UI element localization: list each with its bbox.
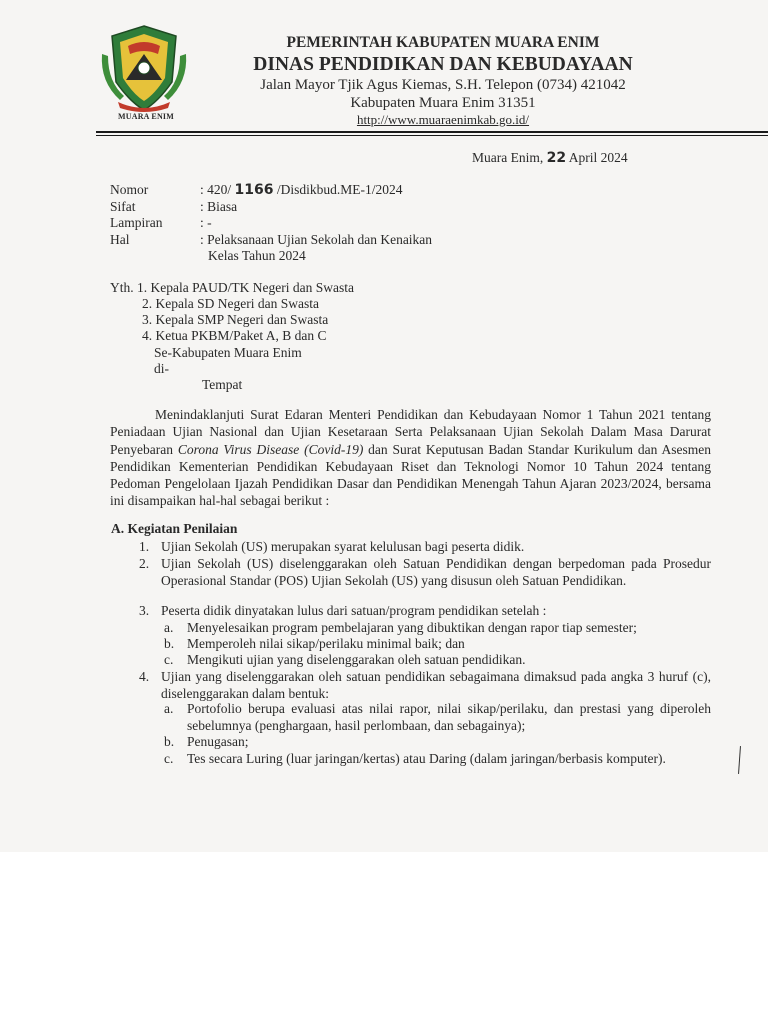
nomor-prefix: : 420/	[200, 182, 235, 197]
recipient-place: Tempat	[202, 377, 243, 392]
recipient-item: 2. Kepala SD Negeri dan Swasta	[142, 296, 319, 311]
letterhead-divider-thick	[96, 131, 768, 133]
recipient-item: 3. Kepala SMP Negeri dan Swasta	[142, 312, 329, 327]
item-number: 2.	[139, 556, 150, 571]
list-item: Peserta didik dinyatakan lulus dari satuan/program pendidikan setelah :	[161, 603, 547, 618]
letterhead-city: Kabupaten Muara Enim 31351	[350, 94, 536, 111]
letterhead-agency: DINAS PENDIDIKAN DAN KEBUDAYAAN	[253, 53, 633, 75]
sub-list-item: Menyelesaikan program pembelajaran yang dibuktikan dengan rapor tiap semester;	[187, 620, 637, 635]
subitem-letter: a.	[164, 620, 174, 635]
meta-value-nomor	[200, 182, 403, 198]
letter-date	[472, 150, 628, 166]
sub-list-item: Portofolio berupa evaluasi atas nilai rapor, nilai sikap/perilaku, dan prestasi yang diperoleh sebelumnya (penghargaan, hasil perlombaan, dan sebagainya);	[187, 701, 711, 734]
list-item: Ujian Sekolah (US) diselenggarakan oleh Satuan Pendidikan dengan berpedoman pada Prosedur Operasional Standar (POS) Ujian Sekolah (US) yang disusun oleh Satuan Pendidikan.	[161, 556, 711, 589]
subitem-letter: b.	[164, 636, 175, 651]
intro-paragraph	[110, 406, 711, 510]
meta-value-hal: : Pelaksanaan Ujian Sekolah dan Kenaikan	[200, 232, 433, 247]
item-number: 1.	[139, 539, 150, 554]
sub-list-item: Mengikuti ujian yang diselenggarakan oleh satuan pendidikan.	[187, 652, 526, 667]
letterhead-divider-thin	[96, 135, 768, 136]
letterhead-address: Jalan Mayor Tjik Agus Kiemas, S.H. Telepon (0734) 421042	[260, 76, 626, 93]
intro-italic-term: Corona Virus Disease (Covid-19)	[177, 441, 364, 457]
recipient-di: di-	[154, 361, 169, 376]
subitem-letter: a.	[164, 701, 174, 716]
meta-label-sifat: Sifat	[110, 199, 136, 214]
nomor-suffix: /Disdikbud.ME-1/2024	[273, 182, 403, 197]
intro-text-1: Menindaklanjuti Surat Edaran Menteri Pendidikan dan Kebudayaan Nomor 1 Tahun 2021 tentang Peniadaan Ujian Nasional dan Ujian Kesetaraan Serta Pelaksanaan Ujian Sekolah Dalam Masa Darurat Penyebaran	[110, 407, 711, 457]
intro-text-2: dan Surat Keputusan Badan Standar Kurikulum dan Asesmen Pendidikan Kementerian Pendidikan Kebudayaan Riset dan Teknologi Nomor 10 Tahun 2024 tentang Pedoman Pengelolaan Ijazah Pendidikan Dasar dan Pendidikan Menengah Tahun Ajaran 2023/2024, bersama ini disampaikan hal-hal sebagai berikut :	[110, 441, 711, 509]
subitem-letter: c.	[164, 751, 174, 766]
subitem-letter: b.	[164, 734, 175, 749]
subitem-letter: c.	[164, 652, 174, 667]
logo-caption: MUARA ENIM	[118, 112, 174, 121]
muara-enim-crest-icon	[98, 24, 190, 114]
sub-list-item: Penugasan;	[187, 734, 249, 749]
recipient-yth: Yth. 1. Kepala PAUD/TK Negeri dan Swasta	[110, 280, 354, 295]
item-number: 3.	[139, 603, 150, 618]
recipient-region: Se-Kabupaten Muara Enim	[154, 345, 302, 360]
sub-list-item: Tes secara Luring (luar jaringan/kertas) atau Daring (dalam jaringan/berbasis komputer).	[187, 751, 666, 766]
list-item: Ujian Sekolah (US) merupakan syarat kelulusan bagi peserta didik.	[161, 539, 525, 554]
section-a-title: A. Kegiatan Penilaian	[111, 521, 238, 536]
nomor-handwritten: 1166	[234, 182, 274, 198]
date-prefix: Muara Enim,	[472, 150, 547, 165]
sub-list-item: Memperoleh nilai sikap/perilaku minimal baik; dan	[187, 636, 465, 651]
meta-value-hal-cont: Kelas Tahun 2024	[208, 248, 306, 263]
meta-label-nomor: Nomor	[110, 182, 149, 197]
letterhead	[228, 34, 658, 128]
recipient-item: 4. Ketua PKBM/Paket A, B dan C	[142, 328, 327, 343]
list-item: Ujian yang diselenggarakan oleh satuan pendidikan sebagaimana dimaksud pada angka 3 huruf (c), diselenggarakan dalam bentuk:	[161, 669, 711, 702]
letterhead-government: PEMERINTAH KABUPATEN MUARA ENIM	[286, 34, 600, 51]
item-number: 4.	[139, 669, 150, 684]
meta-label-lampiran: Lampiran	[110, 215, 163, 230]
pen-mark	[738, 746, 741, 774]
meta-value-lampiran: : -	[200, 215, 212, 230]
date-rest: April 2024	[566, 150, 628, 165]
meta-label-hal: Hal	[110, 232, 130, 247]
meta-value-sifat: : Biasa	[200, 199, 238, 214]
letterhead-website-link[interactable]: http://www.muaraenimkab.go.id/	[356, 111, 530, 127]
date-day-handwritten: 22	[546, 150, 567, 166]
